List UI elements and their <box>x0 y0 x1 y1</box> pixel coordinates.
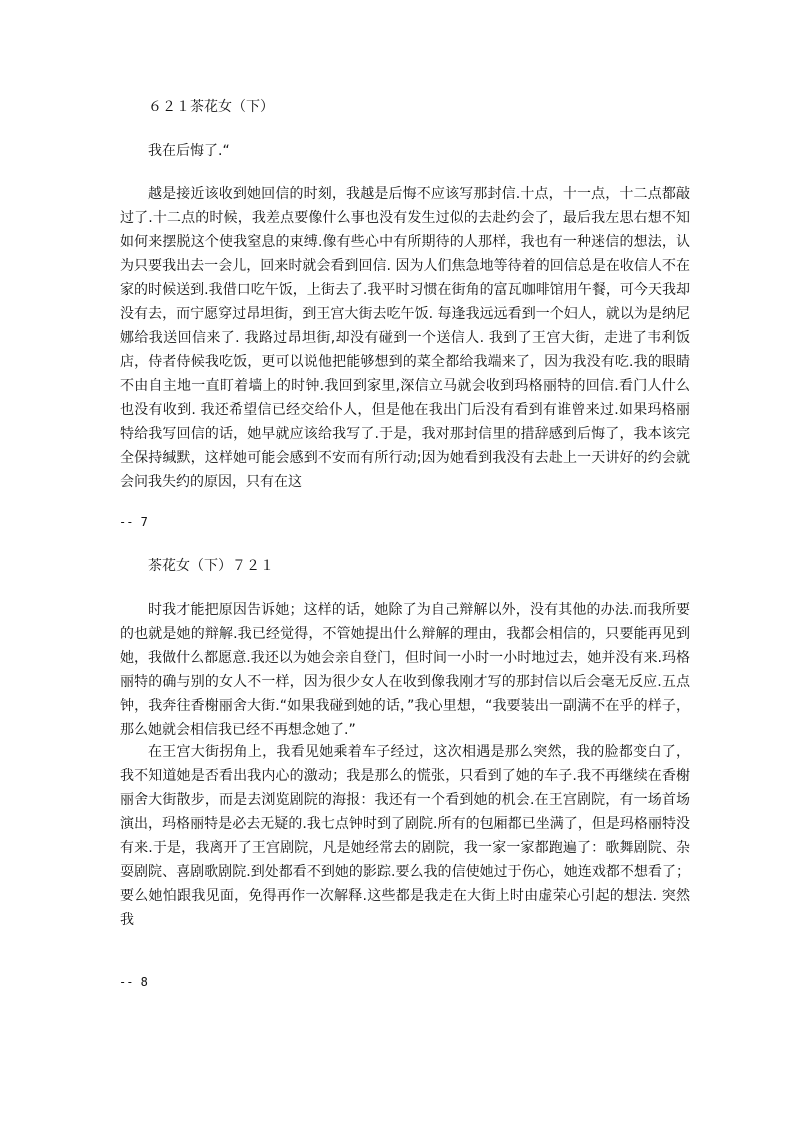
body-paragraph-3: 在王宫大街拐角上，我看见她乘着车子经过，这次相遇是那么突然，我的脸都变白了，我不知道她是否看出我内心的激动；我是那么的慌张，只看到了她的车子.我不再继续在香榭丽舍大街散步，而是去浏览剧院的海报：我还有一个看到她的机会.在王宫剧院，有一场首场演出，玛格丽特是必去无疑的.我七点钟时到了剧院.所有的包厢都已坐满了，但是玛格丽特没有来.于是，我离开了王宫剧院，凡是她经常去的剧院，我一家一家都跑遍了：歌舞剧院、杂耍剧院、喜剧歌剧院.到处都看不到她的影踪.要么我的信使她过于伤心，她连戏都不想看了；要么她怕跟我见面，免得再作一次解释.这些都是我走在大街上时由虚荣心引起的想法. 突然我 <box>120 744 690 928</box>
section-heading-page-7: ６２１茶花女（下） <box>148 99 274 115</box>
section-heading-page-8: 茶花女（下）７２１ <box>148 558 274 574</box>
opening-line: 我在后悔了.“ <box>148 143 230 159</box>
page-marker: -- 8 <box>119 975 148 989</box>
page-marker: -- 7 <box>119 515 148 529</box>
body-paragraph-2: 时我才能把原因告诉她；这样的话，她除了为自己辩解以外，没有其他的办法.而我所要的也就是她的辩解.我已经觉得，不管她提出什么辩解的理由，我都会相信的，只要能再见到她，我做什么都愿意.我还以为她会亲自登门，但时间一小时一小时地过去，她并没有来.玛格丽特的确与别的女人不一样，因为很少女人在收到像我刚才写的那封信以后会毫无反应.五点钟，我奔往香榭丽舍大街.“如果我碰到她的话，”我心里想，“我要装出一副满不在乎的样子，那么她就会相信我已经不再想念她了.” <box>120 602 690 738</box>
body-paragraph-1: 越是接近该收到她回信的时刻，我越是后悔不应该写那封信.十点，十一点，十二点都敲过了.十二点的时候，我差点要像什么事也没有发生过似的去赴约会了，最后我左思右想不知如何来摆脱这个使我窒息的束缚.像有些心中有所期待的人那样，我也有一种迷信的想法，认为只要我出去一会儿，回来时就会看到回信. 因为人们焦急地等待着的回信总是在收信人不在家的时候送到.我借口吃午饭，上街去了.我平时习惯在街角的富瓦咖啡馆用午餐，可今天我却没有去，而宁愿穿过昂坦街，到王宫大街去吃午饭. 每逢我远远看到一个妇人，就以为是纳尼娜给我送回信来了. 我路过昂坦街,却没有碰到一个送信人. 我到了王宫大街，走进了韦利饭店，侍者侍候我吃饭，更可以说他把能够想到的菜全都给我端来了，因为我没有吃.我的眼睛不由自主地一直盯着墙上的时钟.我回到家里,深信立马就会收到玛格丽特的回信.看门人什么也没有收到. 我还希望信已经交给仆人，但是他在我出门后没有看到有谁曾来过.如果玛格丽特给我写回信的话，她早就应该给我写了.于是，我对那封信里的措辞感到后悔了，我本该完全保持缄默，这样她可能会感到不安而有所行动;因为她看到我没有去赴上一天讲好的约会就会问我失约的原因，只有在这 <box>120 186 690 490</box>
